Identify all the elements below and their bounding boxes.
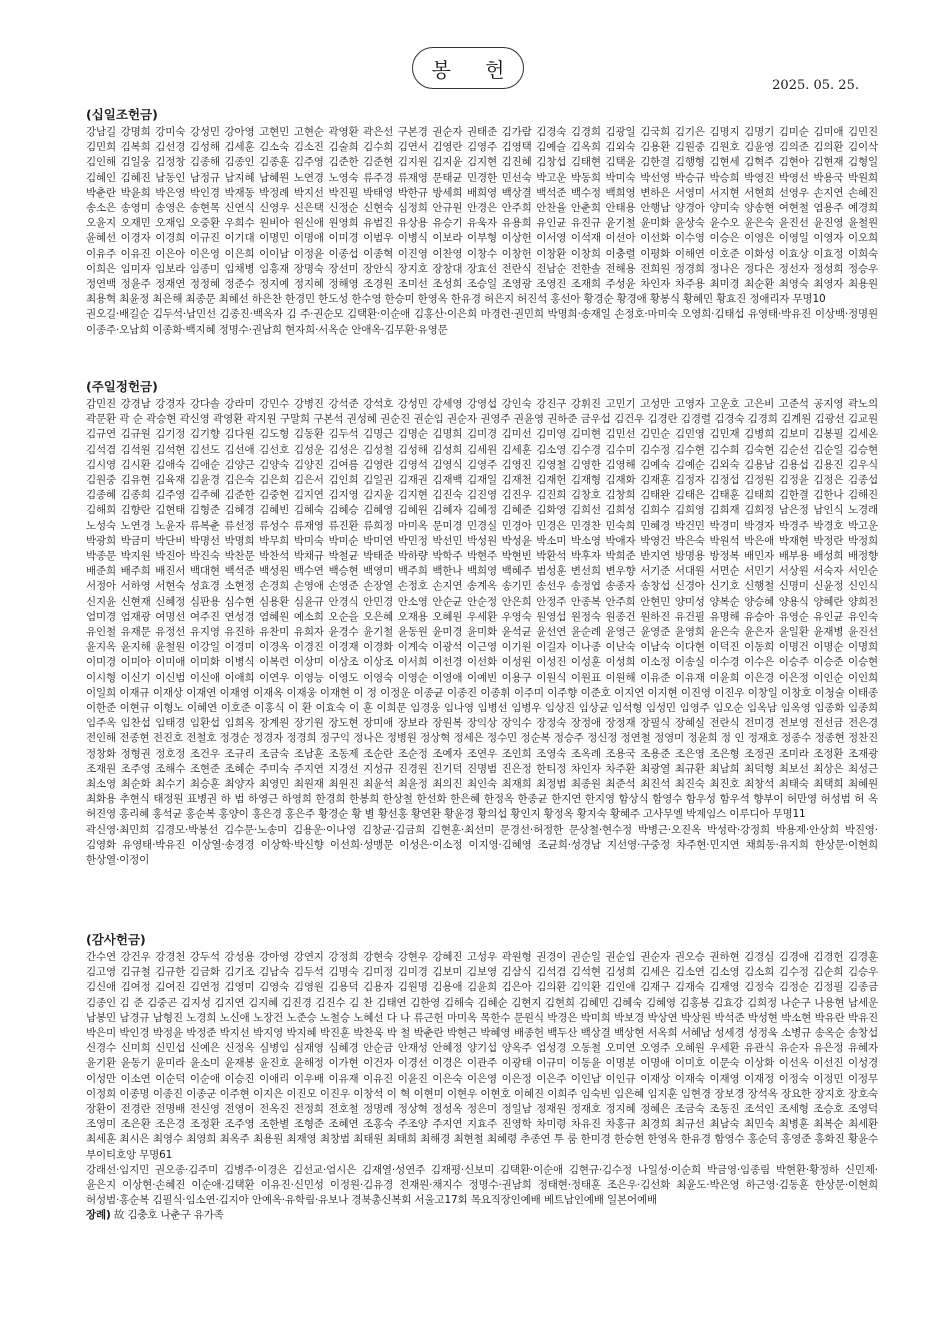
page-date: 2025. 05. 25. [772, 78, 859, 93]
section-title-sunday: (주일정헌금) [86, 379, 158, 394]
page-title: 봉 헌 [412, 47, 524, 89]
funeral-text: 故 김충호 나춘구 유가족 [110, 1209, 224, 1222]
funeral-note [86, 1208, 878, 1223]
section-thanks [86, 930, 878, 1256]
section-tithe [86, 105, 878, 370]
donor-list-tithe: 강남길 강명희 강미숙 강성민 강아영 고현민 고현순 곽영환 곽은선 구본경 권순자 권태준 김가람 김경숙 김경희 김광일 김국희 김기은 김명지 김명기 김미순 김미애 김민진 김민희 김복희 김선경 김성해 김세훈 김소숙 김소진 김술희 김수희 김연서 김영란 김영주 김영택 김예슬 김옥희 김외숙 김용환 김원중 김원호 김윤영 김의준 김의환 김이삭 김인해 김일웅 김정창 김종해 김종인 김종훈 김주영 김준한 김준현 김지원 김지윤 김지현 김진혜 김창섭 김태현 김택윤 김한결 김행형 김현세 김혁주 김현아 김현재 김형일 김혜인 김혜진 남동인 남정규 남지혜 남혜원 노연경 노영숙 류주경 류재영 문태균 민경한 민선숙 박고운 박동희 박미숙 박선영 박승규 박승희 박영진 박영선 박용국 박원희 박춘란 박윤희 박은영 박인경 박재동 박정례 박지선 박진필 박태영 박한규 방세희 배희영 백상결 백석준 백수정 백희영 변하은 서영미 서지현 서현희 선영우 손지연 손혜진 송소은 송영미 송영은 송현목 신연식 신영우 신은택 신정순 신현숙 심정희 안규원 안경은 안주희 안찬율 안춘희 안태용 안행남 양경아 양미숙 양송현 여현철 염용주 예경희 오윤지 오재민 오재임 오중환 우희수 원비아 원신애 원영희 유범진 유상용 유승기 유욱자 유용희 유인균 유진규 윤기철 윤미화 윤상숙 윤수오 윤은숙 윤진선 윤진영 윤철원 윤혜선 이경자 이경희 이규진 이기대 이명민 이명애 이미경 이범우 이병식 이보라 이부형 이상헌 이서영 이석재 이선아 이선화 이수영 이승은 이영은 이영일 이영자 이오희 이유주 이유진 이은아 이은영 이은희 이이남 이정윤 이종섭 이종혁 이진영 이찬영 이창수 이창헌 이창환 이창희 이충렬 이평화 이해연 이호준 이화성 이효상 이효정 이희숙 이희은 임미자 임보라 임종미 임채병 임흥재 장명숙 장선미 장안식 장지호 장창대 장효선 전란식 전남순 전한솔 전해용 전희원 정경희 정나은 정다은 정선자 정성희 정승우 정연백 정윤주 정재연 정정혜 정준수 정지예 정지혜 정해영 조경원 조미선 조성희 조승일 조영광 조영진 조재희 주성윤 차인자 차주용 최미경 최순환 최영숙 최영자 최용원 최용혁 최윤정 최은해 최종문 최혜선 하은찬 한경민 한도성 한수영 한승미 한영옥 한유경 허은지 허진석 홍선아 황경순 황경애 황봉식 황혜민 황효진 정애리자 무명10 권오길·배길순 김두석·남민선 김종진·백옥자 김 주·권순모 김택환·이순애 김홍산·이은희 마경련·권민희 박명희·송재일 손정호·마미숙 오영희·김태섭 유영태·박유진 이상백·정명원 이종주·오남희 이종화·백지혜 정명수·권남희 현자희·서옥순 안애옥·김무환·유영문 [86, 126, 878, 336]
section-sunday [86, 377, 878, 927]
section-title-tithe: (십일조헌금) [86, 107, 158, 122]
funeral-label: 장례) [86, 1209, 111, 1222]
donor-list-thanks: 간수연 강건우 강경천 강두석 강성용 강아영 강연지 강정희 강현숙 강현우 강혜진 고성우 곽원형 권경이 권순일 권순임 권순자 권오승 권하현 김경심 김경애 김경헌 김경훈 김고영 김규철 김규한 김금화 김기조 김남숙 김두석 김명숙 김미정 김미경 김보미 김보영 김삼식 김석겸 김석현 김성희 김세은 김소연 김소영 김소희 김수정 김순희 김승우 김신애 김여정 김여진 김연정 김영미 김영숙 김영원 김용덕 김용자 김원명 김용애 김윤희 김은아 김의환 김익환 김인애 김재구 김재숙 김재영 김정숙 김정순 김정필 김종금 김종인 김 준 김중곤 김지성 김지연 김지혜 김진경 김진수 김 찬 김태연 김한영 김해숙 김혜순 김현지 김현희 김혜민 김혜숙 김혜영 김홍봉 김효강 김희정 나순구 나용현 남세운 남봉민 남경규 남형진 노경희 노신애 노장건 노준승 노철승 노혜선 다 나 류근헌 마미옥 목한수 문원식 박경은 박미희 박보경 박상연 박상원 박석준 박성현 박소현 박유란 박유진 박은미 박인경 박정윤 박정준 박지선 박지영 박지혜 박진훈 박찬욱 박 철 박춘란 박현근 박혜영 배종헌 백두산 백상결 백상현 서옥희 서혜남 성세경 성정욱 소병규 송옥순 송창섭 신경수 신미희 신민섭 신예은 신정옥 심병임 심재영 심혜경 안순금 안재성 안혜정 양기섭 양옥주 엄성경 오동철 오미연 오영주 오혜원 우세환 유관식 유순자 유은정 유혜자 윤기환 윤동기 윤미라 윤소미 윤재봉 윤진호 윤해정 이가현 이건자 이경선 이경은 이관주 이광태 이규미 이동윤 이명분 이명애 이미호 이문숙 이상화 이선옥 이선진 이성경 이성만 이소연 이순덕 이순애 이승진 이애리 이우배 이유재 이유진 이윤진 이은숙 이은영 이은정 이은주 이인남 이인규 이재상 이재숙 이재영 이재정 이정숙 이정민 이정무 이정희 이종명 이종진 이종군 이주현 이지은 이진모 이진우 이창석 이 혁 이현미 이현우 이현호 이혜진 이희주 임숙빈 임은혜 임지훈 임현경 장보경 장석옥 장요한 장지호 장호숙 장환이 전경란 전명배 전신영 전영이 전옥진 전정희 전호철 정명례 정상혁 정성옥 정은미 정일남 정재원 정재호 정지혜 정혜은 조금숙 조동진 조석인 조세형 조승호 조영덕 조영미 조은환 조은경 조정환 조주영 조한별 조형준 조혜연 조홍숙 주조양 주지연 지효주 진영학 차미령 차유진 차홍규 최경희 최규선 최남숙 최민숙 최병훈 최복순 최세환 최세훈 최시은 최영수 최영희 최옥주 최용원 최재영 최창범 최태원 최태희 최해경 최현철 최혜령 추종연 투 룸 한미경 한승현 한영옥 한유경 함영수 홍순덕 홍영준 홍화진 황윤수 부이티호앙 무명61 강래선·임지민 권오종·김주미 김병주·이경은 김선교·엄시은 김재열·성연주 김재평·신보미 김택환·이순애 김현규·김수정 나일성·이순희 박금영·임종림 박현환·황정하 신민제·윤은지 이상현·손혜진 이순애·김택환 이유진·신민성 이정원·김유경 전재원·채지수 정명수·권남희 정태현·정태훈 조은우·김선화 최윤도·박은영 하근영·김동훈 한상문·이현희 허성범·홍순복 김필식·임소연·김지아 안예옥·유학림·유보나 경북총신복회 서울고17회 목요직장인예배 베트남인예배 일본어예배 [86, 951, 878, 1207]
section-title-thanks: (감사헌금) [86, 932, 146, 947]
donor-list-sunday: 감민진 강경남 강경자 강다솔 강라미 강민수 강병진 강석준 강석호 강성민 강세영 강영섭 강인숙 강진구 강휘진 고민기 고성만 고영자 고운호 고은비 고준석 공지영 곽노의 곽문환 곽 순 곽승현 곽신영 곽영환 곽지원 구말희 구본석 권성혜 권순진 권순임 권순자 권영주 권윤영 권하준 금우섭 김건우 김경란 김경렬 김경숙 김경희 김계원 김광선 김교원 김규연 김규원 김기정 김기향 김다원 김도형 김동환 김두석 김명근 김명순 김명희 김미경 김미선 김미영 김미현 김민선 김민순 김민영 김민재 김병희 김보미 김봉필 김세온 김석겸 김석원 김석현 김선도 김선애 김선호 김성운 김성은 김성철 김성해 김성희 김세원 김세훈 김소영 김수경 김수미 김수정 김수현 김수희 김숙현 김순선 김순일 김승현 김시영 김시환 김애숙 김애순 김양근 김양숙 김양진 김여름 김영란 김영석 김영식 김영주 김영진 김영철 김영한 김영해 김예숙 김예순 김외숙 김용남 김용섭 김용진 김우식 김원중 김유현 김육재 김윤경 김은숙 김은희 김은서 김인희 김일권 김재권 김재백 김재일 김재천 김재헌 김재형 김재화 김재훈 김정자 김정섭 김정원 김정윤 김정은 김종섭 김종혜 김종희 김주영 김주혜 김준한 김중현 김지연 김지영 김지윤 김지현 김진숙 김진영 김진우 김진희 김창호 김창희 김태완 김태은 김태훈 김태희 김한결 김한나 김해진 김해희 김향란 김현태 김형준 김혜경 김혜빈 김혜숙 김혜승 김혜영 김혜원 김혜자 김혜정 김혜준 김화영 김희선 김희성 김희수 김희영 김희재 김희정 남은정 남인식 노경래 노성숙 노연경 노윤자 류복춘 류선정 류성수 류재영 류진환 류희정 마미옥 문미경 민경실 민경아 민경은 민경찬 민숙희 민혜경 박건민 박경미 박경자 박경주 박경호 박고운 박광희 박금미 박단비 박명선 박명희 박무희 박미숙 박미순 박미연 박민정 박선민 박성원 박성윤 박소미 박소영 박애자 박영건 박은숙 박원석 박은애 박재현 박정란 박정희 박종문 박지원 박진아 박진숙 박찬문 박찬석 박채규 박철균 박태준 박하량 박학주 박현주 박현빈 박환석 박후자 박희준 반지연 방명용 방정복 배민자 배부용 배성희 배정향 배준희 배주희 배진서 백대현 백석준 백성원 백수연 백승현 백영미 백주희 백한나 백희영 백혜주 범성훈 변선희 변우향 서기준 서대원 서면순 서민기 서상원 서숙자 서인순 서정아 서하영 서현숙 성효경 소현정 손경희 손영애 손영준 손장열 손정호 손지연 송계옥 송기민 송선우 송정엽 송종자 송창섭 신경아 신기호 신행철 신명미 신윤정 신인식 신지윤 신현재 신혜정 심판용 심수현 심용환 심윤규 안경식 안민경 안소영 안순균 안순정 안은희 안정주 안종복 안주희 안현민 양미성 양복순 양승혜 양용식 양혜란 양희전 엄미경 엄재광 여명선 여주진 연성경 염혜원 예소희 오순을 오은혜 오재용 오혜원 우세환 우영숙 원영섭 원정숙 원종건 원하진 유건필 유명해 유승아 유영순 유인균 유인숙 유인철 유재문 유정선 유지영 유진하 유찬미 유희자 윤경수 윤기철 윤동원 윤미경 윤미화 윤석균 윤선연 윤순례 윤영근 윤영준 윤영희 윤은숙 윤은자 윤일환 윤재병 윤진선 윤지옥 윤지해 윤철원 이강일 이경미 이경옥 이경진 이경재 이경화 이계숙 이광석 이근영 이기원 이길자 이나종 이난숙 이남숙 이다현 이덕진 이동희 이명건 이명순 이명희 이미경 이미아 이미애 이미화 이병식 이복련 이상미 이상조 이상조 이서희 이선경 이선화 이성원 이성진 이성훈 이성희 이소정 이송실 이수경 이수은 이승주 이승준 이승현 이시형 이신기 이신범 이신애 이애희 이연우 이영능 이영도 이영숙 이영순 이영애 이예빈 이용구 이원식 이원표 이원해 이유준 이유재 이윤희 이은경 이은정 이인순 이인희 이일희 이재규 이재상 이재연 이재영 이재옥 이재웅 이재현 이 정 이정운 이종균 이종진 이종휘 이주미 이주향 이준호 이지연 이지현 이진영 이진우 이창일 이창호 이청술 이태종 이한준 이현규 이형노 이혜연 이호준 이홍식 이 환 이효숙 이 훈 이희문 임경웅 임나영 임병선 임병우 임상진 임상균 임석형 임성민 임영주 임오순 임옥남 임옥영 임종화 임종희 임주옥 임찬섭 임태경 임환섭 임희옥 장계원 장기원 장도현 장미애 장보라 장원복 장익상 장익수 장정숙 장정애 장정재 장필식 장혜실 전란식 전미경 전보영 전선금 전은경 전인해 전종현 전진호 전철호 정경순 정경자 정경희 정구익 정나은 정병원 정상혁 정세은 정수민 정순복 정승주 정신정 정연철 정영미 정윤희 정 인 정재호 정종수 정종현 정찬진 정창화 정형권 정호정 조건우 조규리 조금숙 조남훈 조동제 조순란 조순정 조예자 조연우 조인희 조영숙 조옥례 조용국 조용준 조은영 조은형 조정권 조미라 조정환 조재광 조재원 조주영 조해수 조현준 조혜순 주미숙 주지연 지경선 지성규 진경원 진기덕 진명범 진은정 한티정 차인자 차주환 최광열 최규환 최남희 최덕형 최보선 최상은 최성근 최소영 최순화 최수기 최승훈 최양자 최영민 최원재 최원진 최윤석 최윤정 최의진 최인숙 최재희 최정범 최종원 최준석 최진석 최진숙 최진호 최창석 최태숙 최택희 최혜원 최화용 추현식 태정원 표병권 하 범 하영근 하영희 한경희 한봉희 한상철 한선화 한은혜 한정옥 한종균 한지연 한지영 함상식 함영수 함우성 함우석 향부이 허만영 허성범 허 옥 허진영 홍리혜 홍석균 홍순복 홍양이 홍은경 홍은주 황경순 황 별 황선홍 황연환 황윤경 황의섭 황인지 황정옥 황지숙 황혜주 고사무엘 박제임스 이루디아 무명11 곽신영·최민희 김경모·박봉선 김수문·노송미 김용운·이나영 김창균·김금희 김현훈·최선미 문경선·허정한 문상철·현수정 박병근·오진옥 박성락·강정희 박용제·안상희 박진영·김영화 유영태·박유진 이상열·송경경 이상학·박신향 이선희·성맹문 이성은·이소정 이지영·김혜영 조균희·성경남 지선영·구중정 차주현·민지연 채희동·유지희 한상문·이현희 한상열·이정이 [86, 398, 878, 867]
